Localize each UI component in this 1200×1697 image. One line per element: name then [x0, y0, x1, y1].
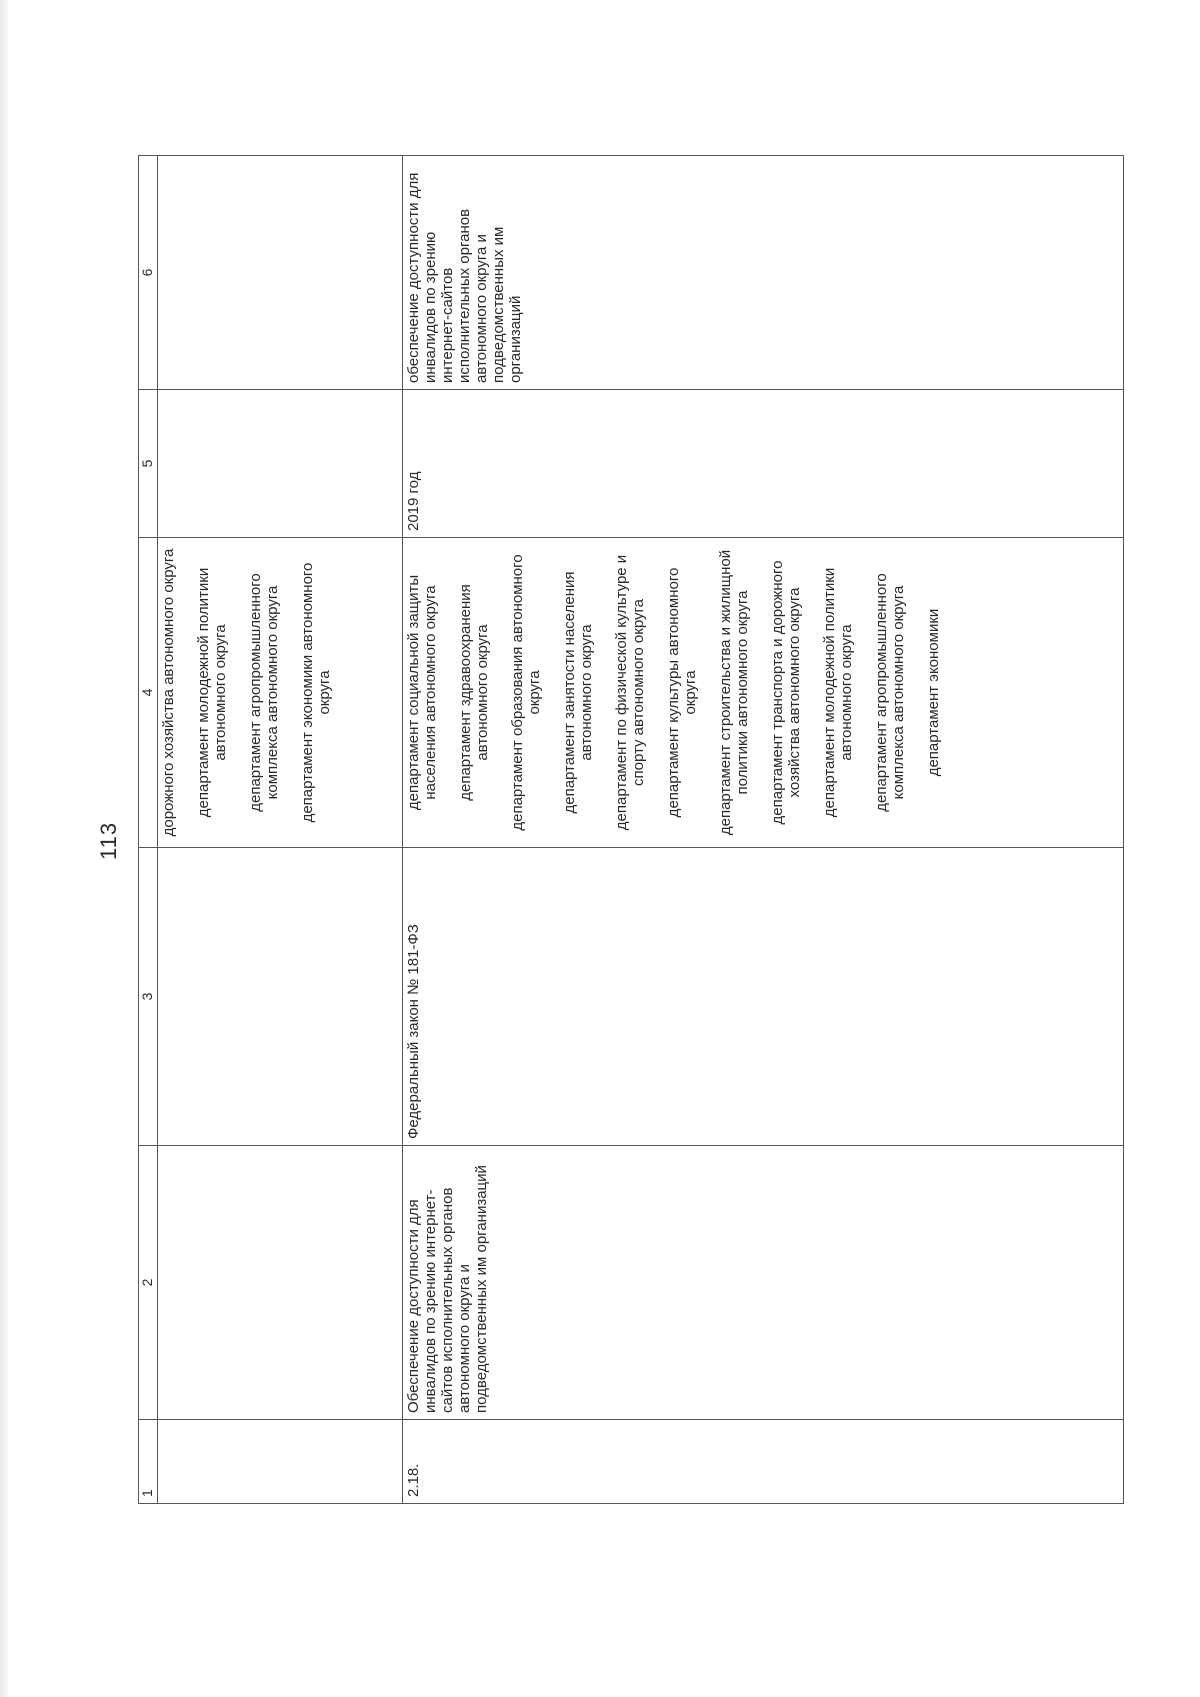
department-item: департамент по физической культуре и спорту автономного округа	[613, 554, 647, 831]
department-item: департамент молодежной политики автономного округа	[821, 567, 855, 818]
scan-edge	[0, 0, 10, 1697]
department-item: департамент экономики	[925, 608, 942, 777]
department-item: дорожного хозяйства автономного округа	[160, 548, 177, 837]
department-item: департамент молодежной политики автономного округа	[195, 567, 229, 818]
department-item: департамент занятости населения автономного округа	[561, 571, 595, 814]
header-col-2: 2	[139, 1146, 158, 1420]
department-item: департамент агропромышленного комплекса автономного округа	[873, 573, 907, 812]
header-col-3: 3	[139, 848, 158, 1146]
responsible-departments-cell	[403, 538, 1124, 848]
page-number: 113	[96, 821, 121, 860]
department-item: департамент экономики автономного округа	[299, 562, 333, 823]
department-item: департамент строительства и жилищной политики автономного округа	[717, 549, 751, 836]
rotated-table-wrapper	[138, 156, 1124, 1504]
continued-cell-6	[158, 156, 403, 390]
row-number: 2.18.	[403, 1420, 1124, 1504]
continued-departments-cell	[158, 538, 403, 848]
measure-name: Обеспечение доступности для инвалидов по зрению интернет-сайтов исполнительных органов автономного округа и подведомственных им организаций	[403, 1146, 1124, 1420]
continued-cell-5	[158, 390, 403, 538]
continued-cell-3	[158, 848, 403, 1146]
header-col-4: 4	[139, 538, 158, 848]
continued-row	[158, 156, 403, 1504]
continued-cell-2	[158, 1146, 403, 1420]
header-col-5: 5	[139, 390, 158, 538]
header-col-1: 1	[139, 1420, 158, 1504]
department-item: департамент агропромышленного комплекса автономного округа	[247, 573, 281, 812]
department-item: департамент социальной защиты населения автономного округа	[405, 574, 439, 811]
implementation-term: 2019 год	[403, 390, 1124, 538]
table-row-2-18	[403, 156, 1124, 1504]
continued-cell-1	[158, 1420, 403, 1504]
header-col-6: 6	[139, 156, 158, 390]
header-row	[139, 156, 158, 1504]
department-item: департамент здравоохранения автономного округа	[457, 584, 491, 801]
measures-table	[138, 155, 1124, 1504]
department-item: департамент культуры автономного округа	[665, 567, 699, 818]
legal-basis: Федеральный закон № 181-ФЗ	[403, 848, 1124, 1146]
department-item: департамент транспорта и дорожного хозяйства автономного округа	[769, 560, 803, 825]
department-item: департамент образования автономного округа	[509, 554, 543, 831]
expected-result: обеспечение доступности для инвалидов по зрению интернет-сайтов исполнительных органов автономного округа и подведомственных им организаций	[403, 156, 1124, 390]
